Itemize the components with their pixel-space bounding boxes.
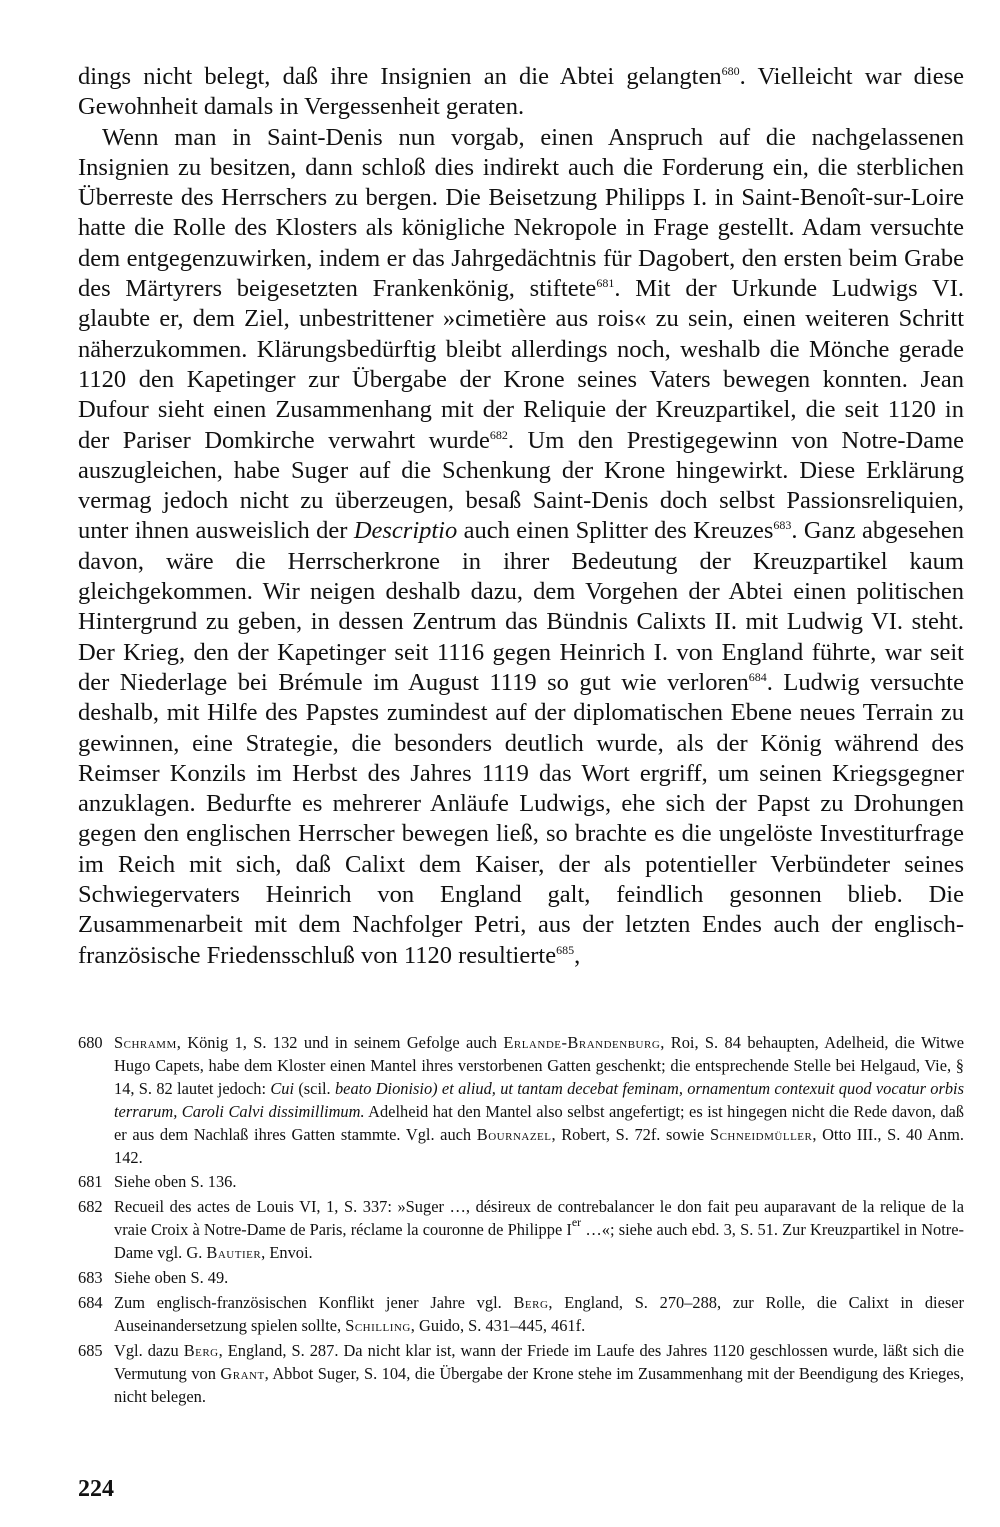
footnote [78,1340,964,1409]
footnote-text: Schramm, König 1, S. 132 und in seinem Gefolge auch Erlande-Brandenburg, Roi, S. 84 behaupten, Adelheid, die Witwe Hugo Capets, habe dem Kloster einen Mantel ihres verstorbenen Gatten geschenkt; die entsprechende Stelle bei Helgaud, Vie, § 14, S. 82 lautet jedoch: Cui (scil. beato Dionisio) et aliud, ut tantam decebat feminam, ornamentum contexuit quod vocatur orbis terrarum, Caroli Calvi dissimillimum. Adelheid hat den Mantel also selbst angefertigt; es ist hingegen nicht die Rede davon, daß er aus dem Nachlaß ihres Gatten stammte. Vgl. auch Bournazel, Robert, S. 72f. sowie Schneidmüller, Otto III., S. 40 Anm. 142. [114,1033,964,1167]
footnote-number: 684 [78,1292,103,1312]
paragraph: dings nicht belegt, daß ihre Insignien an die Abtei gelangten$^{680}$. Vielleicht war diese Gewohnheit damals in Vergessenheit geraten. [78,63,964,121]
footnote [78,1032,964,1169]
author-name: Schilling [345,1315,411,1335]
italic-text: Cui [270,1078,295,1098]
footnote-ref: er [571,1215,582,1230]
author-name: Berg [513,1292,549,1312]
footnote-number: 681 [78,1172,103,1192]
footnote-ref: 684 [748,669,767,684]
author-name: Bautier [206,1243,262,1263]
footnote-ref: 681 [596,276,615,291]
page-number: 224 [78,1476,114,1502]
footnote-ref: 682 [489,427,508,442]
italic-text: Descriptio [353,517,458,545]
footnotes [78,1032,964,1411]
footnote [78,1267,964,1290]
author-name: Schramm [114,1033,177,1052]
footnote [78,1196,964,1265]
author-name: Schneidmüller [709,1124,813,1144]
footnote-text: Vgl. dazu Berg, England, S. 287. Da nicht klar ist, wann der Friede im Laufe des Jahres 1120 geschlossen wurde, läßt sich die Vermutung von Grant, Abbot Suger, S. 104, die Übergabe der Krone stehe im Zusammenhang mit der Beendigung des Krieges, nicht belegen. [114,1340,964,1406]
footnote-number: 682 [78,1197,103,1217]
footnote-number: 685 [78,1340,103,1360]
author-name: Erlande-Brandenburg [503,1033,661,1052]
footnote-text: Zum englisch-französischen Konflikt jener Jahre vgl. Berg, England, S. 270–288, zur Rolle, die Calixt in dieser Auseinandersetzung spielen sollte, Schilling, Guido, S. 431–445, 461f. [114,1292,964,1335]
italic-text: beato Dionisio) et aliud, ut tantam decebat feminam, ornamentum contexuit quod vocatur orbis terrarum, Caroli Calvi dissimillimum. [114,1078,964,1121]
page-body [78,62,964,971]
footnote [78,1171,964,1194]
footnote-text: Siehe oben S. 136. [114,1172,237,1192]
footnote-number: 683 [78,1268,103,1288]
footnote-ref: 685 [556,942,575,957]
footnote-text: Recueil des actes de Louis VI, 1, S. 337: »Suger …, désireux de contrebalancer le don fait peu auparavant de la relique de la vraie Croix à Notre-Dame de Paris, réclame la couronne de Philippe Ier …«; siehe auch ebd. 3, S. 51. Zur Kreuzpartikel in Notre-Dame vgl. G. Bautier, Envoi. [114,1197,964,1263]
author-name: Grant [220,1363,265,1383]
author-name: Berg [183,1340,219,1360]
footnote-ref: 680 [721,64,740,78]
footnote-number: 680 [78,1033,103,1052]
footnote [78,1292,964,1338]
footnote-text: Siehe oben S. 49. [114,1268,229,1288]
main-text [78,62,964,971]
paragraph: Wenn man in Saint-Denis nun vorgab, einen Anspruch auf die nachgelassenen Insignien zu besitzen, dann schloß dies indirekt auch die Forderung ein, die sterblichen Überreste des Herrschers zu bergen. Die Beisetzung Philipps I. in Saint-Benoît-sur-Loire hatte die Rolle des Klosters als königliche Nekropole in Frage gestellt. Adam versuchte dem entgegenzuwirken, indem er das Jahrgedächtnis für Dagobert, den ersten beim Grabe des Märtyrers beigesetzten Frankenkönig, stiftete$^{681}$. Mit der Urkunde Ludwigs VI. glaubte er, dem Ziel, unbestrittener »cimetière aus rois« zu sein, einen weiteren Schritt näherzukommen. Klärungsbedürftig bleibt allerdings noch, weshalb die Mönche gerade 1120 den Kapetinger zur Übergabe der Krone seines Vaters bewegen konnten. Jean Dufour sieht einen Zusammenhang mit der Reliquie der Kreuzpartikel, die seit 1120 in der Pariser Domkirche verwahrt wurde$^{682}$. Um den Prestigegewinn von Notre-Dame auszugleichen, habe Suger auf die Schenkung der Krone hingewirkt. Diese Erklärung vermag jedoch nicht zu überzeugen, besaß Saint-Denis doch selbst Passionsreliquien, unter ihnen ausweislich der Descriptio auch einen Splitter des Kreuzes$^{683}$. Ganz abgesehen davon, wäre die Herrscherkrone in ihrer Bedeutung der Kreuzpartikel kaum gleichgekommen. Wir neigen deshalb dazu, dem Vorgehen der Abtei einen politischen Hintergrund zu geben, in dessen Zentrum das Bündnis Calixts II. mit Ludwig VI. steht. Der Krieg, den der Kapetinger seit 1116 gegen Heinrich I. von England führte, war seit der Niederlage bei Brémule im August 1119 so gut wie verloren$^{684}$. Ludwig versuchte deshalb, mit Hilfe des Papstes zumindest auf der diplomatischen Ebene neues Terrain zu gewinnen, eine Strategie, die besonders deutlich wurde, als der König während des Reimser Konzils im Herbst des Jahres 1119 das Wort ergriff, um seinen Kriegsgegner anzuklagen. Bedurfte es mehrerer Anläufe Ludwigs, ehe sich der Papst zu Drohungen gegen den englischen Herrscher bewegen ließ, so brachte es die ungelöste Investiturfrage im Reich mit sich, daß Calixt dem Kaiser, der als potentieller Verbündeter seines Schwiegervaters Heinrich von England galt, feindlich gesonnen blieb. Die Zusammenarbeit mit dem Nachfolger Petri, aus der letzten Endes auch der englisch-französische Friedensschluß von 1120 resultierte$^{685}$, [78,123,964,969]
author-name: Bournazel [476,1124,552,1144]
footnote-ref: 683 [773,518,792,533]
